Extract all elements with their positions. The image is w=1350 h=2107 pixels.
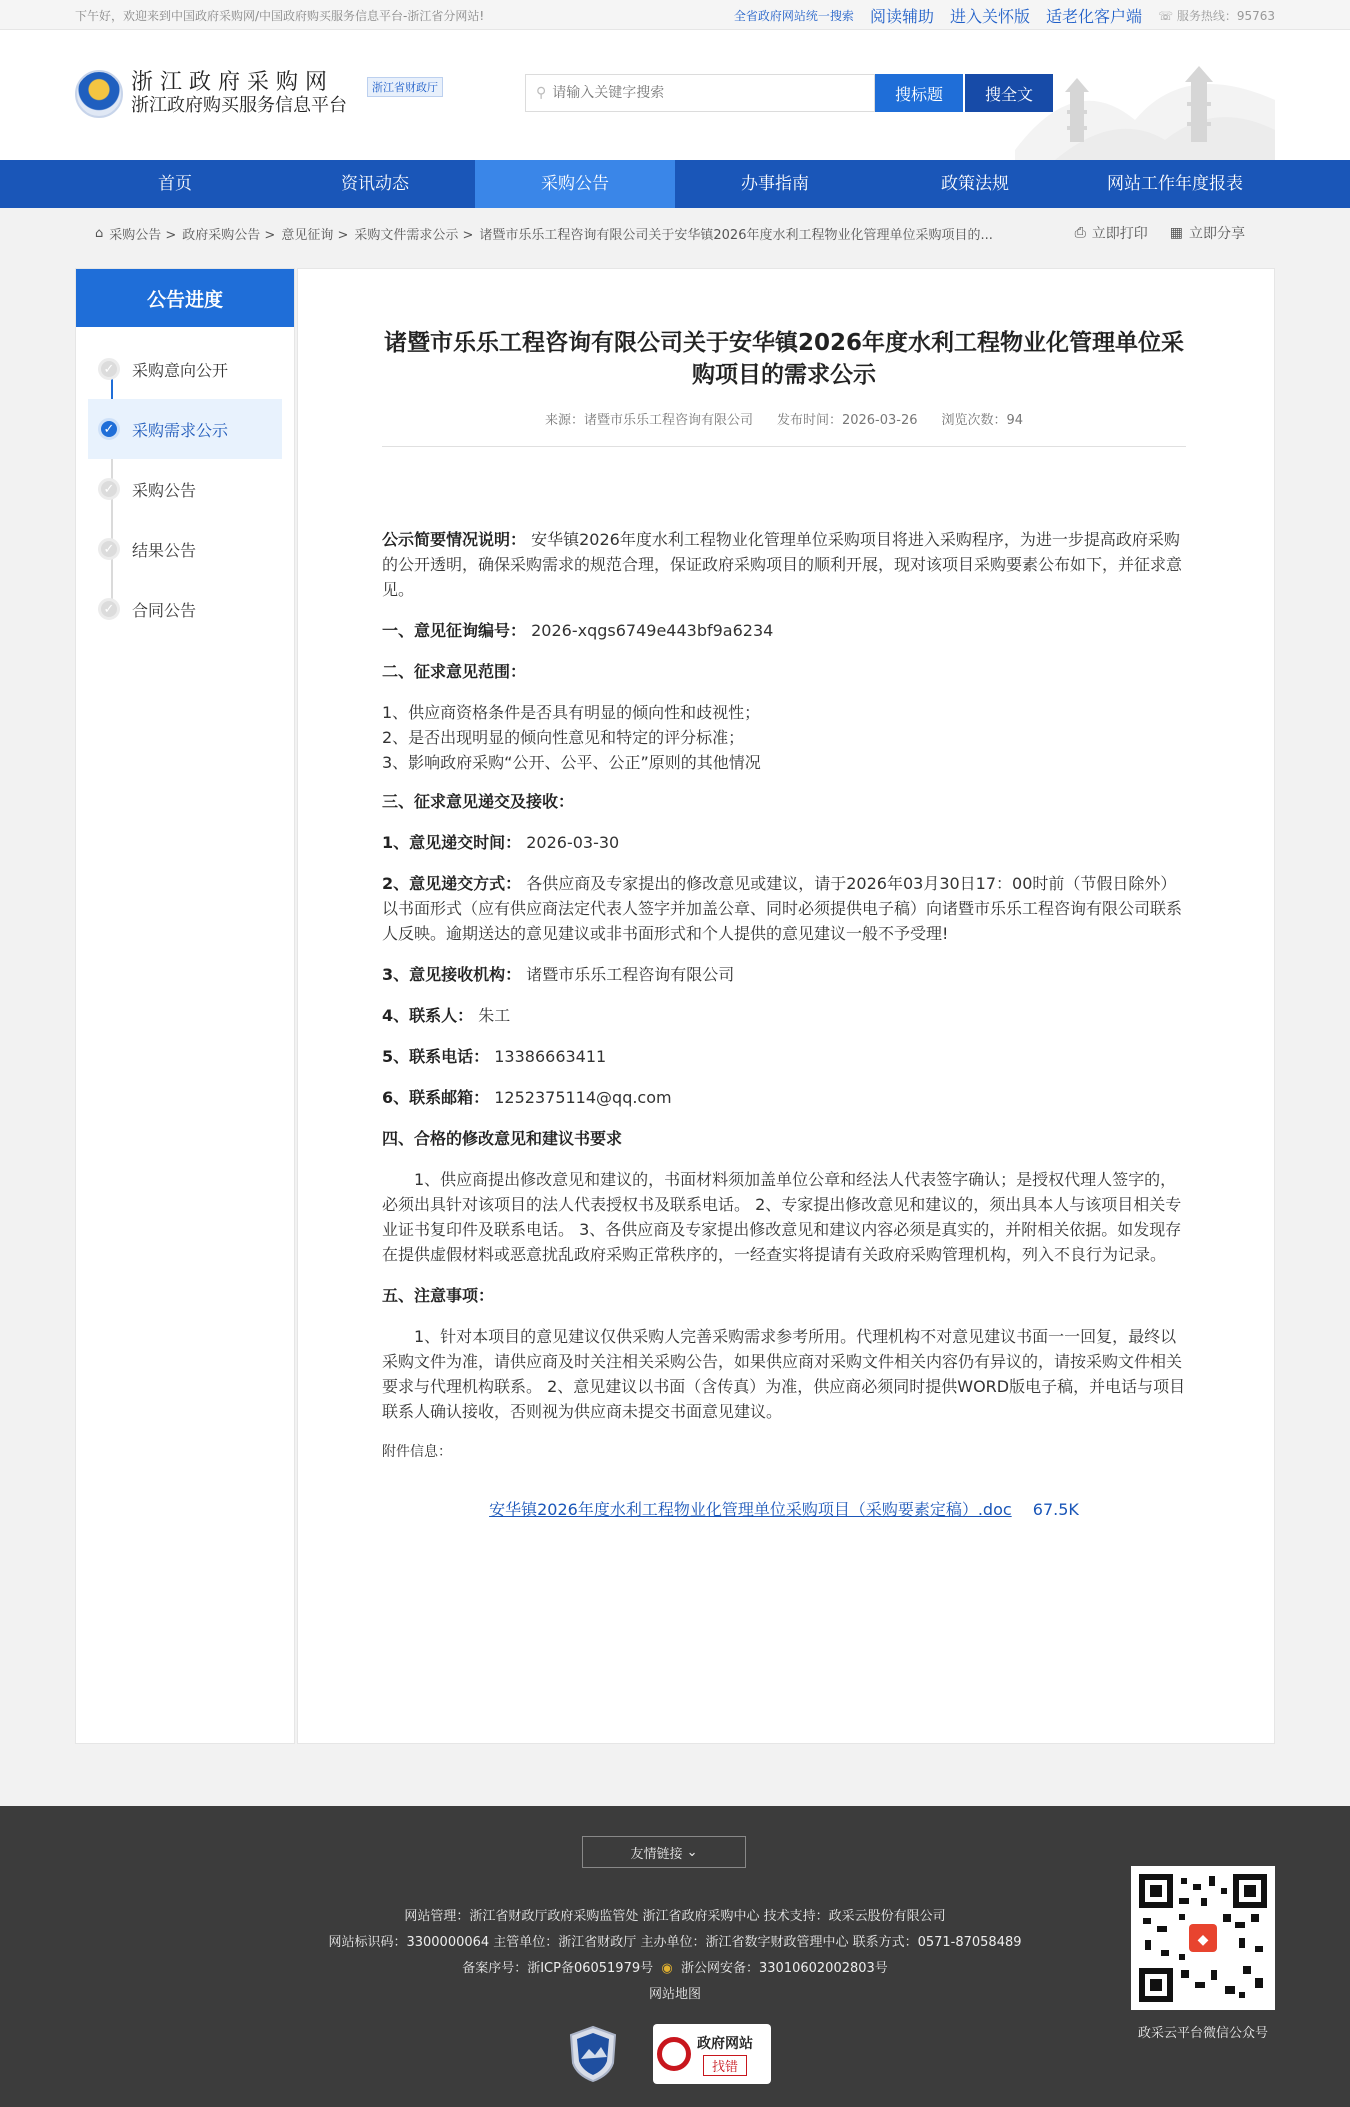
phone-icon: ☏ xyxy=(1157,8,1177,23)
nav-news[interactable]: 资讯动态 xyxy=(341,174,409,194)
sitemap-link[interactable]: 网站地图 xyxy=(648,1987,701,2002)
crumb-consultation[interactable]: 意见征询 > xyxy=(281,227,349,243)
magnifier-icon xyxy=(657,2037,691,2071)
chevron-down-icon: ⌄ xyxy=(682,1844,698,1860)
submission-method: 2、意见递交方式： 各供应商及专家提出的修改意见或建议，请于2026年03月30日17：00时前（节假日除外）以书面形式（应有供应商法定代表人签字并加盖公章、同时必须提供电子稿）向诸暨市乐乐工程咨询有限公司联系人反映。逾期送达的意见建议或非书面形式和个人提供的意见建议一般不予受理! xyxy=(382,874,1183,943)
receiving-org: 3、意见接收机构： 诸暨市乐乐工程咨询有限公司 xyxy=(382,965,735,984)
attachment-label: 附件信息： xyxy=(382,1444,452,1460)
friend-links-dropdown[interactable]: 友情链接 ⌄ xyxy=(582,1836,746,1868)
breadcrumb xyxy=(75,208,1275,258)
footer-record xyxy=(75,1956,1275,1982)
hotline: ☏ 服务热线：95763 xyxy=(1157,8,1275,23)
contact-person: 4、联系人： 朱工 xyxy=(382,1006,511,1025)
home-icon[interactable]: ⌂ xyxy=(95,225,104,241)
check-icon: ✓ xyxy=(98,478,120,500)
icp-link[interactable]: 备案序号：浙ICP备06051979号 xyxy=(462,1961,654,1976)
search-icon: ⚲ xyxy=(536,85,547,101)
header xyxy=(0,30,1350,160)
contact-email: 6、联系邮箱： 1252375114@qq.com xyxy=(382,1088,672,1107)
welcome-text: 下午好，欢迎来到中国政府采购网/中国政府购买服务信息平台-浙江省分网站! xyxy=(75,8,485,23)
emblem-icon xyxy=(75,70,123,118)
nav-policy[interactable]: 政策法规 xyxy=(941,174,1009,194)
footer-identity: 网站标识码：3300000064 主管单位：浙江省财政厅 主办单位：浙江省数字财政管理中心 联系方式：0571-87058489 xyxy=(328,1935,1022,1950)
intro-paragraph: 公示简要情况说明： 安华镇2026年度水利工程物业化管理单位采购项目将进入采购程序，为进一步提高政府采购的公开透明，确保采购需求的规范合理，保证政府采购项目的顺利开展，现对该项目采购要素公布如下，并征求意见。 xyxy=(382,530,1183,599)
nav-annual-report[interactable]: 网站工作年度报表 xyxy=(1107,174,1243,194)
dept-tag: 浙江省财政厅 xyxy=(367,77,443,97)
badge-subtitle: 找错 xyxy=(703,2055,747,2076)
notes-text: 1、针对本项目的意见建议仅供采购人完善采购需求参考所用。代理机构不对意见建议书面一一回复，最终以采购文件为准，请供应商及时关注相关采购公告，如果供应商对采购文件相关内容仍有异议的，请按采购文件相关要求与代理机构联系。 2、意见建议以书面（含传真）为准，供应商必须同时提供WORD版电子稿，并电话与项目联系人确认接收，否则视为供应商未提交书面意见建议。 xyxy=(382,1327,1186,1421)
check-icon: ✓ xyxy=(98,598,120,620)
scope-heading: 二、征求意见范围： xyxy=(382,662,527,681)
police-record-link[interactable]: 浙公网安备：33010602002803号 xyxy=(681,1961,888,1976)
step-contract[interactable]: ✓ 合同公告 xyxy=(88,579,282,639)
crumb-procurement[interactable]: 采购公告 > xyxy=(109,227,177,243)
main-area xyxy=(75,268,1275,1744)
contact-phone: 5、联系电话： 13386663411 xyxy=(382,1047,607,1066)
police-icon: ◉ xyxy=(657,1961,677,1976)
notes-heading: 五、注意事项： xyxy=(382,1286,495,1305)
share-button[interactable]: ▦ 立即分享 xyxy=(1169,225,1245,242)
sidebar-heading: 公告进度 xyxy=(76,269,294,327)
nav-guide[interactable]: 办事指南 xyxy=(741,174,809,194)
step-result[interactable]: ✓ 结果公告 xyxy=(88,519,282,579)
search-title-button[interactable]: 搜标题 xyxy=(875,74,963,112)
wechat-qr xyxy=(1131,1866,1275,2041)
article-source: 来源：诸暨市乐乐工程咨询有限公司 xyxy=(544,413,753,428)
reading-assist-link[interactable]: 阅读辅助 xyxy=(869,6,934,26)
unified-search-link[interactable]: 全省政府网站统一搜索 xyxy=(733,8,854,23)
attachment xyxy=(382,1497,1186,1522)
attachment-size: 67.5K xyxy=(1032,1500,1079,1519)
site-subtitle: 浙江政府购买服务信息平台 xyxy=(131,95,347,116)
article-views: 浏览次数：94 xyxy=(941,413,1024,428)
care-version-link[interactable]: 进入关怀版 xyxy=(949,6,1030,26)
article-date: 发布时间：2026-03-26 xyxy=(776,413,918,428)
qr-caption: 政采云平台微信公众号 xyxy=(1137,2026,1268,2041)
search-input[interactable] xyxy=(552,85,852,101)
article-title: 诸暨市乐乐工程咨询有限公司关于安华镇2026年度水利工程物业化管理单位采购项目的需求公示 xyxy=(383,330,1184,388)
footer-management: 网站管理：浙江省财政厅政府采购监管处 浙江省政府采购中心 技术支持：政采云股份有限公司 xyxy=(404,1909,946,1924)
nav-home[interactable]: 首页 xyxy=(158,174,192,194)
check-icon: ✓ xyxy=(98,538,120,560)
qrcode-icon: ▦ xyxy=(1169,225,1183,241)
requirements-text: 1、供应商提出修改意见和建议的，书面材料须加盖单位公章和经法人代表签字确认；是授权代理人签字的，必须出具针对该项目的法人代表授权书及联系电话。 2、专家提出修改意见和建议的，须出具本人与该项目相关专业证书复印件及联系电话。 3、各供应商及专家提出修改意见和建议内容必须是真实的，并附相关依据。如发现存在提供虚假材料或恶意扰乱政府采购正常秩序的，一经查实将提请有关政府采购管理机构，列入不良行为记录。 xyxy=(382,1170,1182,1264)
print-button[interactable]: ⎙ 立即打印 xyxy=(1074,225,1148,242)
list-item: 3、影响政府采购“公开、公平、公正”原则的其他情况 xyxy=(382,753,761,772)
step-intention[interactable]: ✓ 采购意向公开 xyxy=(88,339,282,399)
svg-text:◆: ◆ xyxy=(1197,1932,1209,1948)
list-item: 1、供应商资格条件是否具有明显的倾向性和歧视性； xyxy=(382,703,761,722)
crumb-gov-procurement[interactable]: 政府采购公告 > xyxy=(182,227,276,243)
submission-heading: 三、征求意见递交及接收： xyxy=(382,792,575,811)
main-nav xyxy=(0,160,1350,208)
badge-title: 政府网站 xyxy=(697,2035,753,2052)
step-requirement[interactable]: ✓ 采购需求公示 xyxy=(88,399,282,459)
site-logo[interactable] xyxy=(75,70,347,118)
search-bar xyxy=(525,74,1053,112)
requirements-heading: 四、合格的修改意见和建议书要求 xyxy=(382,1129,623,1148)
article-body xyxy=(382,527,1186,1522)
attachment-link[interactable]: 安华镇2026年度水利工程物业化管理单位采购项目（采购要素定稿）.doc xyxy=(489,1500,1012,1519)
printer-icon: ⎙ xyxy=(1074,225,1086,241)
crumb-current: 诸暨市乐乐工程咨询有限公司关于安华镇2026年度水利工程物业化管理单位采购项目的... xyxy=(479,227,993,243)
consultation-number: 一、意见征询编号： 2026-xqgs6749e443bf9a6234 xyxy=(382,621,774,640)
elderly-client-link[interactable]: 适老化客户端 xyxy=(1045,6,1142,26)
list-item: 2、是否出现明显的倾向性意见和特定的评分标准； xyxy=(382,728,745,747)
qrcode-icon xyxy=(1139,1874,1267,2002)
nav-procurement-notice[interactable]: 采购公告 xyxy=(475,160,675,208)
submission-time: 1、意见递交时间： 2026-03-30 xyxy=(382,833,620,852)
site-title: 浙江政府采购网 xyxy=(131,70,335,95)
check-icon: ✓ xyxy=(98,418,120,440)
gov-website-error-badge[interactable] xyxy=(653,2024,771,2084)
article-meta xyxy=(382,409,1186,447)
search-fulltext-button[interactable]: 搜全文 xyxy=(965,74,1053,112)
scope-list xyxy=(382,700,1186,775)
step-notice[interactable]: ✓ 采购公告 xyxy=(88,459,282,519)
crumb-requirement[interactable]: 采购文件需求公示 > xyxy=(354,227,474,243)
progress-sidebar xyxy=(75,268,295,1744)
party-gov-shield-icon[interactable] xyxy=(569,2025,617,2083)
article xyxy=(297,268,1275,1744)
top-bar xyxy=(0,0,1350,30)
pagoda-decoration xyxy=(1015,30,1275,160)
footer xyxy=(0,1806,1350,2107)
check-icon: ✓ xyxy=(98,358,120,380)
